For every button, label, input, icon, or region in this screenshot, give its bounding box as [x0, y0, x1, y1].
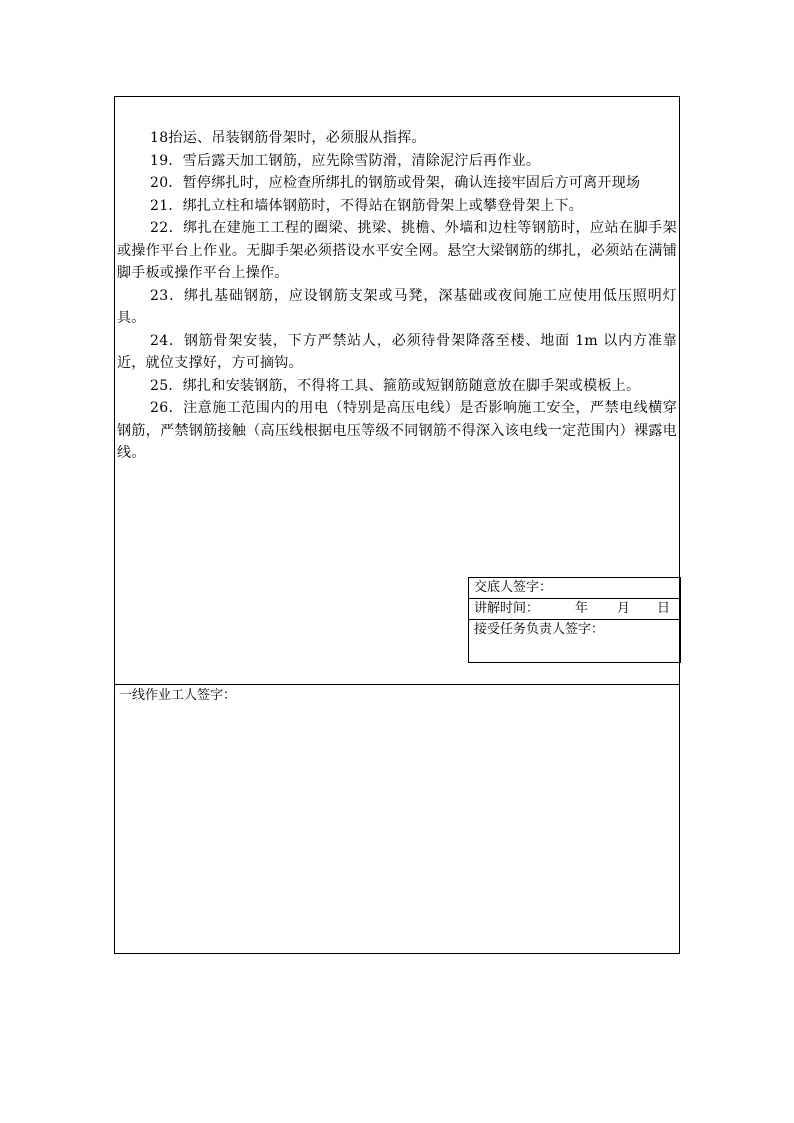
month-label: 月: [617, 601, 631, 616]
section-divider: [114, 684, 680, 685]
presenter-signature-row[interactable]: [469, 578, 680, 599]
lecture-time-label: 讲解时间：: [474, 601, 540, 616]
presenter-signature-label: 交底人签字：: [474, 580, 553, 595]
rule-20: 20．暂停绑扎时，应检查所绑扎的钢筋或骨架，确认连接牢固后方可离开现场: [150, 175, 641, 191]
rule-23: 23．绑扎基础钢筋，应设钢筋支架或马凳，深基础或夜间施工应使用低压照明灯具。: [117, 287, 677, 326]
safety-rules-content: [117, 127, 677, 465]
rule-26: 26．注意施工范围内的用电（特别是高压电线）是否影响施工安全，严禁电线横穿钢筋，严禁钢筋接触（高压线根据电压等级不同钢筋不得深入该电线一定范围内）裸露电线。: [117, 400, 677, 461]
rule-21: 21．绑扎立柱和墙体钢筋时，不得站在钢筋骨架上或攀登骨架上下。: [150, 197, 584, 214]
rule-19: 19．雪后露天加工钢筋，应先除雪防滑，清除泥泞后再作业。: [150, 152, 541, 169]
rule-25: 25．绑扎和安装钢筋，不得将工具、箍筋或短钢筋随意放在脚手架或模板上。: [150, 377, 641, 394]
lecture-time-row[interactable]: [469, 599, 680, 620]
rule-18: 18抬运、吊装钢筋骨架时，必须服从指挥。: [150, 130, 426, 146]
day-label: 日: [657, 601, 671, 616]
rule-22: 22．绑扎在建施工工程的圈梁、挑梁、挑檐、外墙和边柱等钢筋时，应站在脚手架或操作平台上作业。无脚手架必须搭设水平安全网。悬空大梁钢筋的绑扎，必须站在满铺脚手板或操作平台上操作。: [117, 220, 677, 281]
year-label: 年: [575, 601, 589, 616]
worker-signature-label: 一线作业工人签字：: [119, 688, 237, 703]
receiver-signature-row[interactable]: [469, 620, 680, 662]
rule-24: 24．钢筋骨架安装，下方严禁站人，必须待骨架降落至楼、地面 1m 以内方准靠近，就位支撑好，方可摘钩。: [117, 332, 677, 371]
receiver-signature-label: 接受任务负责人签字：: [474, 622, 605, 637]
signature-box: [468, 577, 681, 663]
